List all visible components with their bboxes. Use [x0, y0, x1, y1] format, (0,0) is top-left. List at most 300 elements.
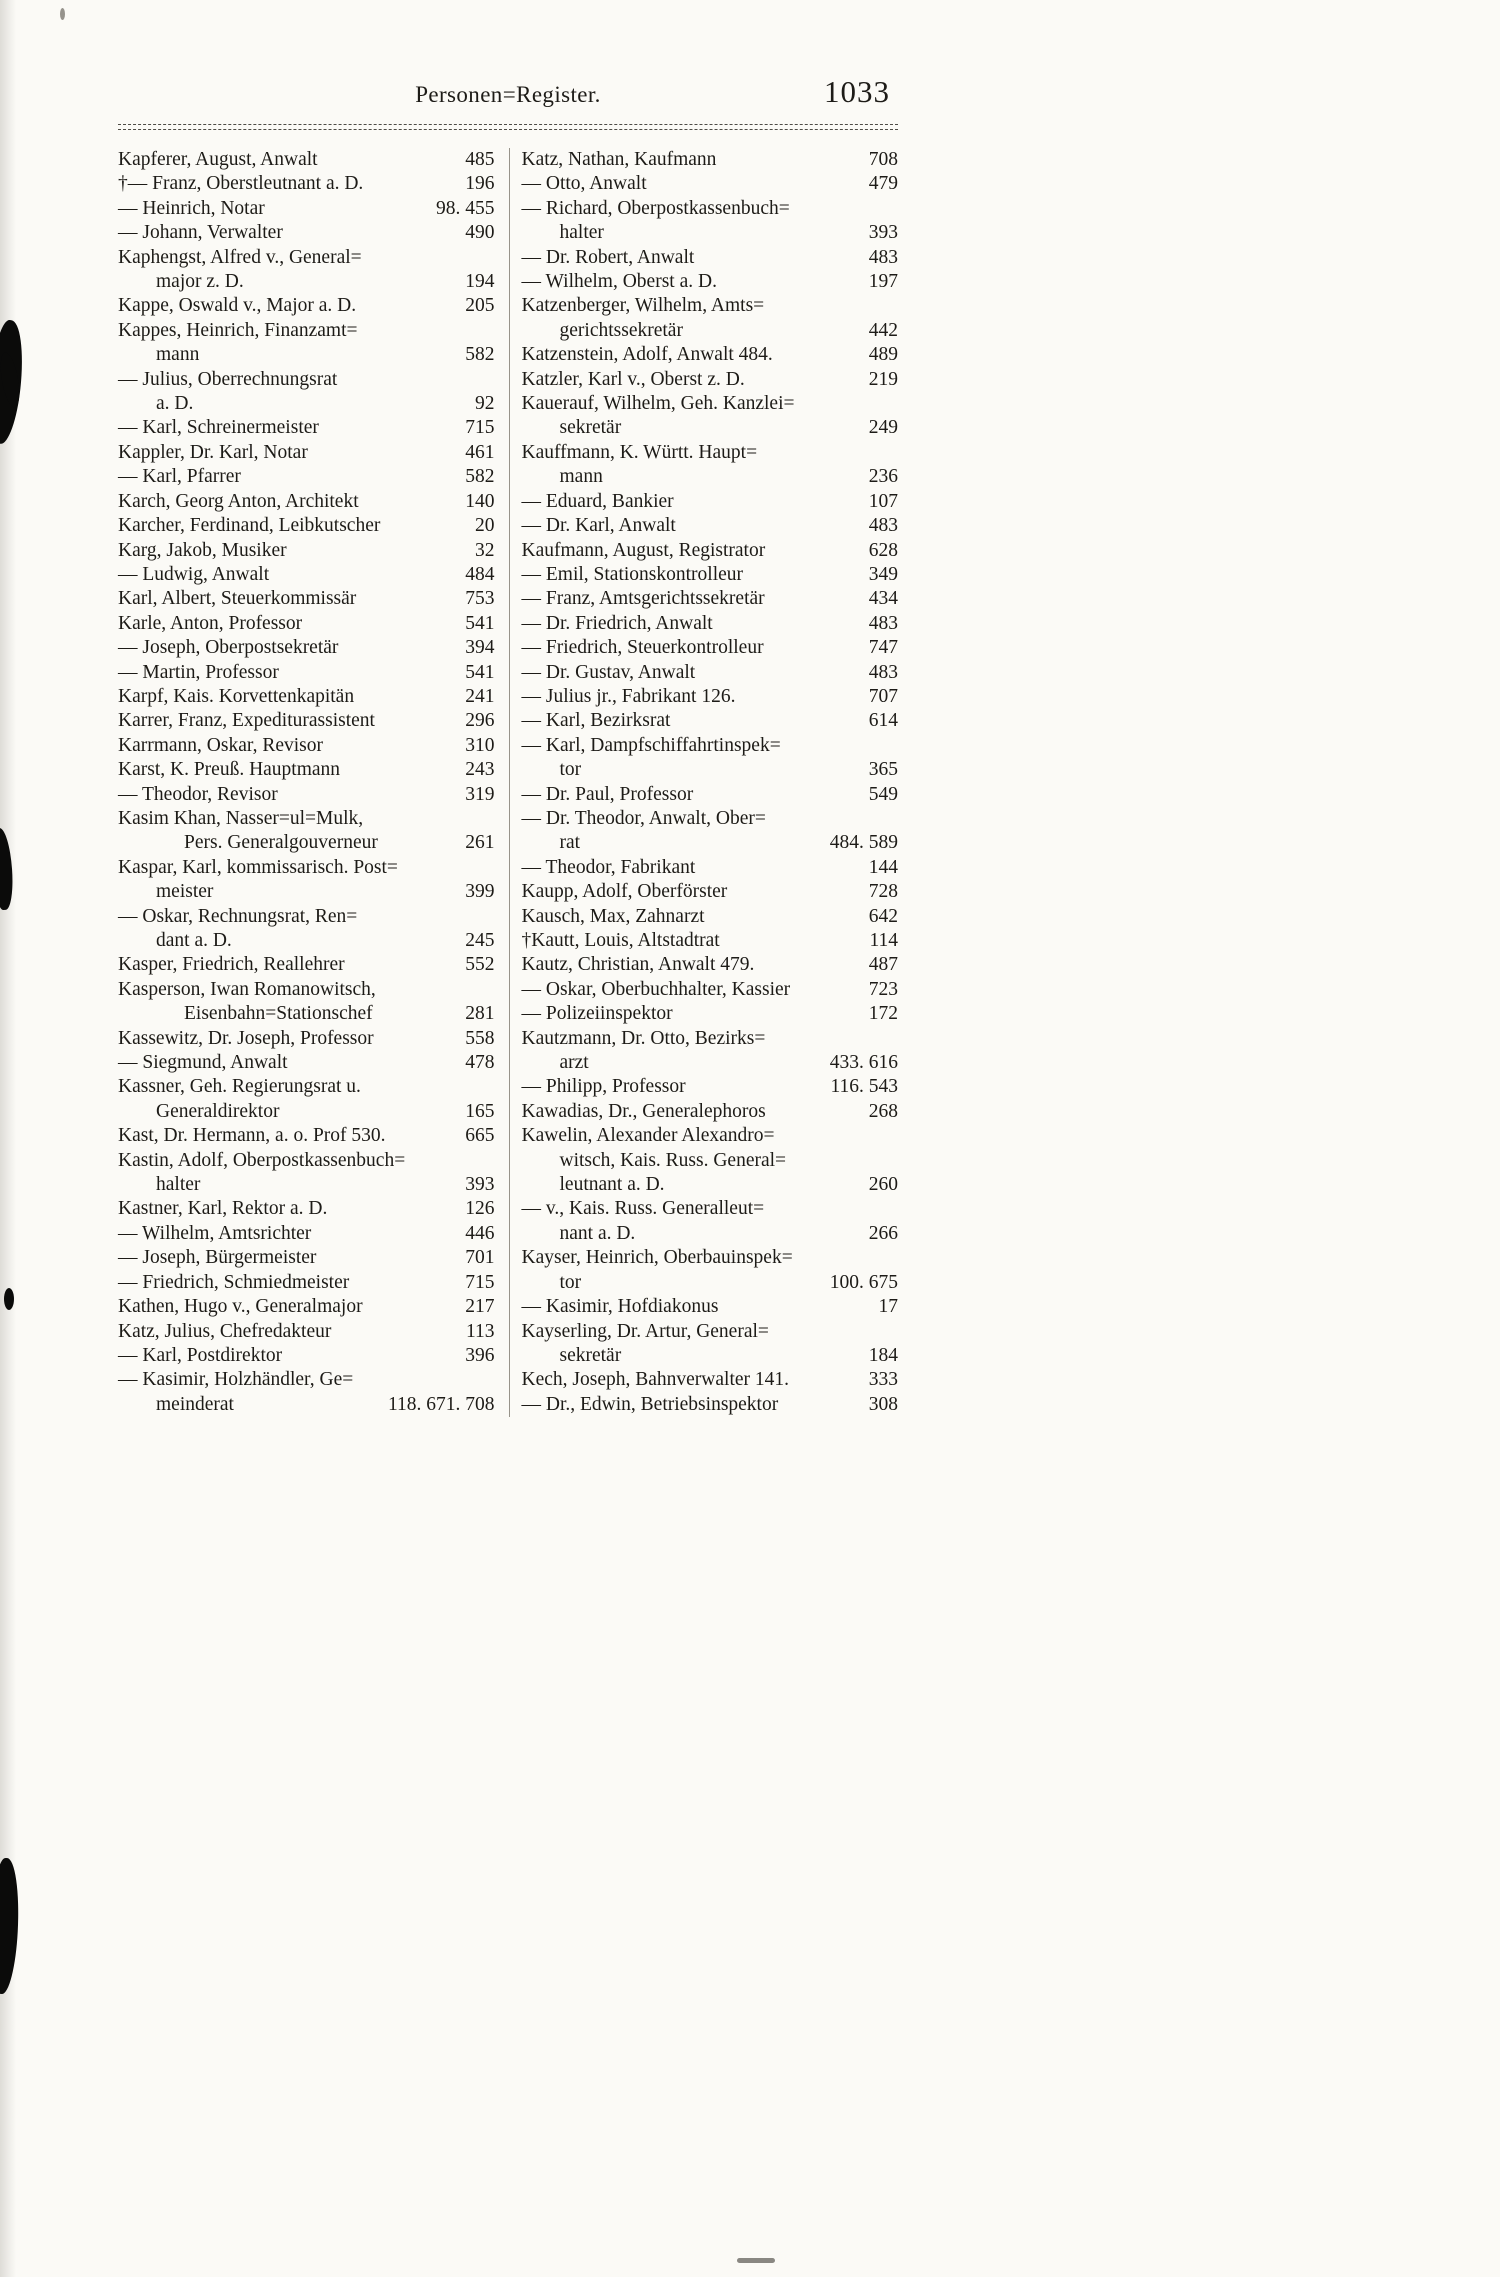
entry-page-number: 434 [868, 588, 898, 610]
index-entry [118, 221, 495, 245]
entry-page-number: 396 [465, 1344, 495, 1366]
index-entry-line [522, 783, 899, 807]
entry-text: Karrer, Franz, Expediturassistent [118, 710, 375, 732]
index-entry-line [118, 709, 495, 733]
entry-page-number: 17 [878, 1296, 898, 1318]
index-entry-line [522, 197, 899, 221]
index-entry-line [118, 465, 495, 489]
index-entry [522, 514, 899, 538]
entry-text: Kasper, Friedrich, Reallehrer [118, 954, 345, 976]
index-entry [118, 709, 495, 733]
entry-text: — Martin, Professor [118, 661, 279, 683]
index-entry-line [118, 929, 495, 953]
entry-text: Katzler, Karl v., Oberst z. D. [521, 368, 745, 390]
entry-text: †Kautt, Louis, Altstadtrat [521, 930, 720, 951]
index-entry [522, 1295, 899, 1319]
entry-text: dant a. D. [156, 930, 232, 951]
entry-page-number: 489 [868, 344, 898, 366]
entry-text: — Julius, Oberrechnungsrat [118, 368, 338, 390]
index-entry [522, 783, 899, 807]
index-entry [522, 636, 899, 660]
index-entry-line [118, 246, 495, 270]
index-entry-line [522, 392, 899, 416]
index-entry [118, 905, 495, 954]
index-entry-line [118, 953, 495, 977]
entry-page-number: 483 [868, 246, 898, 268]
entry-page-number: 241 [465, 685, 495, 707]
index-entry-line [118, 807, 495, 831]
entry-text: Katz, Julius, Chefredakteur [118, 1320, 332, 1342]
index-entry-line [118, 1051, 495, 1075]
entry-text: Kapferer, August, Anwalt [118, 149, 318, 170]
index-entry-line [522, 1368, 899, 1392]
index-entry [522, 1393, 899, 1417]
entry-text: — Theodor, Fabrikant [521, 856, 696, 878]
entry-page-number: 140 [465, 490, 495, 512]
entry-text: Karst, K. Preuß. Hauptmann [118, 759, 341, 781]
index-entry [118, 1124, 495, 1148]
index-entry [118, 1344, 495, 1368]
entry-text: Kausch, Max, Zahnarzt [521, 905, 705, 927]
index-entry-line [522, 319, 899, 343]
index-entry [522, 1124, 899, 1197]
index-entry [522, 1002, 899, 1026]
index-entry-line [118, 343, 495, 367]
entry-page-number: 715 [465, 1271, 495, 1293]
entry-page-number: 243 [465, 759, 495, 781]
index-entry-line [522, 270, 899, 294]
entry-text: gerichtssekretär [559, 319, 683, 341]
entry-page-number: 484 [465, 563, 495, 585]
index-entry-line [118, 636, 495, 660]
entry-text: — Kasimir, Hofdiakonus [521, 1296, 719, 1318]
index-entry-line [118, 1002, 495, 1026]
index-entry [522, 197, 899, 246]
entry-text: mann [156, 344, 200, 366]
index-entry-line [522, 1246, 899, 1270]
entry-text: — Theodor, Revisor [118, 783, 278, 805]
entry-text: — Eduard, Bankier [521, 490, 674, 512]
index-entry-line [118, 1246, 495, 1270]
scan-speck [60, 8, 65, 20]
entry-page-number: 701 [465, 1247, 495, 1269]
entry-page-number: 582 [465, 344, 495, 366]
entry-page-number: 747 [868, 637, 898, 659]
index-entry-line [118, 1295, 495, 1319]
entry-text: — Karl, Bezirksrat [521, 710, 671, 732]
entry-page-number: 483 [868, 612, 898, 634]
index-entry [118, 246, 495, 295]
entry-text: — Karl, Postdirektor [118, 1344, 283, 1366]
index-entry [118, 661, 495, 685]
entry-text: Eisenbahn=Stationschef [184, 1003, 373, 1025]
index-entry-line [118, 1173, 495, 1197]
index-entry-line [118, 1075, 495, 1099]
entry-text: Kappe, Oswald v., Major a. D. [118, 295, 357, 317]
right-column [522, 148, 899, 1417]
entry-text: Kastner, Karl, Rektor a. D. [118, 1198, 328, 1220]
entry-text: Katzenstein, Adolf, Anwalt 484. [521, 344, 773, 366]
index-entry-line [522, 1295, 899, 1319]
entry-text: Karch, Georg Anton, Architekt [118, 490, 359, 512]
entry-page-number: 541 [465, 612, 495, 634]
index-entry-line [522, 831, 899, 855]
ink-smudge [0, 1857, 22, 1994]
entry-page-number: 260 [868, 1174, 898, 1196]
entry-page-number: 281 [465, 1003, 495, 1025]
entry-page-number: 446 [465, 1222, 495, 1244]
index-entry [118, 783, 495, 807]
entry-page-number: 310 [465, 734, 495, 756]
entry-page-number: 483 [868, 661, 898, 683]
index-entry-line [118, 783, 495, 807]
index-entry [118, 1320, 495, 1344]
entry-page-number: 261 [465, 832, 495, 854]
entry-text: Kast, Dr. Hermann, a. o. Prof 530. [118, 1125, 386, 1147]
index-entry-line [118, 1271, 495, 1295]
index-entry-line [522, 685, 899, 709]
entry-text: Kasperson, Iwan Romanowitsch, [118, 978, 376, 1000]
index-entry-line [118, 514, 495, 538]
entry-text: Karle, Anton, Professor [118, 612, 303, 634]
entry-page-number: 552 [465, 954, 495, 976]
index-entry-line [118, 490, 495, 514]
index-entry-line [118, 563, 495, 587]
index-entry-line [522, 539, 899, 563]
index-entry [522, 1027, 899, 1076]
entry-page-number: 708 [868, 149, 898, 170]
index-entry [118, 587, 495, 611]
index-entry [522, 1320, 899, 1369]
entry-page-number: 487 [868, 954, 898, 976]
index-entry [522, 1197, 899, 1246]
index-entry [118, 368, 495, 417]
index-entry-line [522, 734, 899, 758]
header-rule [118, 124, 898, 130]
index-entry-line [118, 978, 495, 1002]
entry-page-number: 197 [868, 271, 898, 293]
entry-page-number: 349 [868, 563, 898, 585]
entry-page-number: 32 [475, 539, 495, 561]
index-entry-line [118, 319, 495, 343]
index-entry-line [522, 148, 899, 172]
index-entry-line [118, 294, 495, 318]
entry-text: — Dr., Edwin, Betriebsinspektor [521, 1393, 779, 1415]
entry-page-number: 549 [868, 783, 898, 805]
entry-page-number: 541 [465, 661, 495, 683]
index-entry [522, 856, 899, 880]
index-entry [522, 905, 899, 929]
entry-text: Kastin, Adolf, Oberpostkassenbuch= [118, 1149, 406, 1171]
entry-page-number: 665 [465, 1125, 495, 1147]
entry-page-number: 184 [868, 1344, 898, 1366]
index-entry-line [118, 1222, 495, 1246]
entry-text: a. D. [156, 393, 194, 415]
entry-page-number: 236 [868, 466, 898, 488]
entry-text: Kassewitz, Dr. Joseph, Professor [118, 1027, 374, 1049]
entry-page-number: 558 [465, 1027, 495, 1049]
entry-text: Kauffmann, K. Württ. Haupt= [521, 441, 758, 463]
index-entry [522, 172, 899, 196]
entry-text: meinderat [156, 1393, 234, 1415]
entry-text: Katzenberger, Wilhelm, Amts= [521, 295, 765, 317]
index-entry-line [522, 1393, 899, 1417]
entry-text: — Richard, Oberpostkassenbuch= [521, 197, 790, 219]
index-entry [522, 1246, 899, 1295]
index-entry-line [522, 514, 899, 538]
index-entry [522, 880, 899, 904]
index-entry-line [522, 612, 899, 636]
entry-text: — Karl, Schreinermeister [118, 417, 319, 439]
entry-page-number: 98. 455 [436, 197, 495, 219]
index-entry [118, 1197, 495, 1221]
entry-page-number: 333 [868, 1369, 898, 1391]
entry-page-number: 399 [465, 881, 495, 903]
entry-page-number: 394 [465, 637, 495, 659]
entry-text: Pers. Generalgouverneur [184, 832, 378, 854]
index-entry [118, 1027, 495, 1051]
index-entry-line [522, 1027, 899, 1051]
index-entry-line [522, 758, 899, 782]
entry-text: Kawelin, Alexander Alexandro= [521, 1125, 775, 1147]
entry-page-number: 118. 671. 708 [387, 1393, 495, 1415]
ink-smudge [4, 1288, 14, 1310]
entry-page-number: 483 [868, 515, 898, 537]
entry-text: — Dr. Robert, Anwalt [521, 246, 695, 268]
index-entry-line [522, 661, 899, 685]
index-entry [522, 1368, 899, 1392]
entry-text: — Joseph, Oberpostsekretär [118, 637, 339, 659]
entry-text: Katz, Nathan, Kaufmann [521, 149, 717, 170]
entry-text: — Karl, Dampfschiffahrtinspek= [521, 734, 781, 756]
entry-text: — Kasimir, Holzhändler, Ge= [118, 1369, 354, 1391]
index-entry-line [118, 270, 495, 294]
index-entry [118, 563, 495, 587]
entry-text: nant a. D. [559, 1222, 636, 1244]
index-entry [522, 148, 899, 172]
entry-text: meister [156, 881, 214, 903]
index-entry [118, 807, 495, 856]
index-entry-line [118, 612, 495, 636]
index-entry [522, 368, 899, 392]
entry-text: major z. D. [156, 271, 244, 293]
index-entry-line [118, 1393, 495, 1417]
entry-text: †— Franz, Oberstleutnant a. D. [118, 173, 364, 195]
index-entry-line [118, 1344, 495, 1368]
index-entry-line [118, 1149, 495, 1173]
index-entry-line [522, 1124, 899, 1148]
entry-text: — Friedrich, Schmiedmeister [118, 1271, 350, 1293]
entry-text: sekretär [559, 1344, 622, 1366]
entry-page-number: 268 [868, 1100, 898, 1122]
index-entry-line [522, 465, 899, 489]
index-entry [118, 1368, 495, 1417]
entry-page-number: 319 [465, 783, 495, 805]
index-entry [522, 563, 899, 587]
entry-text: Kauerauf, Wilhelm, Geh. Kanzlei= [521, 393, 795, 415]
index-columns [118, 148, 898, 1417]
entry-text: Generaldirektor [156, 1100, 280, 1122]
entry-page-number: 100. 675 [829, 1271, 898, 1293]
index-entry [522, 807, 899, 856]
index-entry-line [522, 880, 899, 904]
entry-page-number: 296 [465, 710, 495, 732]
entry-text: halter [559, 222, 604, 244]
index-entry-line [118, 172, 495, 196]
index-entry-line [522, 1344, 899, 1368]
index-entry [522, 539, 899, 563]
entry-text: arzt [559, 1052, 589, 1074]
entry-page-number: 205 [465, 295, 495, 317]
entry-page-number: 172 [868, 1003, 898, 1025]
entry-text: Kasim Khan, Nasser=ul=Mulk, [118, 807, 364, 829]
index-entry-line [118, 416, 495, 440]
entry-text: Kassner, Geh. Regierungsrat u. [118, 1076, 361, 1098]
entry-page-number: 245 [465, 930, 495, 951]
index-entry [118, 612, 495, 636]
index-entry [522, 343, 899, 367]
index-entry-line [522, 1271, 899, 1295]
index-entry [118, 416, 495, 440]
index-entry-line [522, 1051, 899, 1075]
entry-page-number: 628 [868, 539, 898, 561]
register-content [118, 74, 898, 1417]
index-entry [522, 490, 899, 514]
entry-page-number: 249 [868, 417, 898, 439]
page-title: Personen=Register. [415, 82, 601, 107]
index-entry-line [522, 929, 899, 953]
index-entry-line [522, 1075, 899, 1099]
entry-text: Kautz, Christian, Anwalt 479. [521, 954, 755, 976]
index-entry-line [522, 490, 899, 514]
entry-page-number: 490 [465, 222, 495, 244]
index-entry-line [118, 1197, 495, 1221]
index-entry [118, 978, 495, 1027]
entry-page-number: 461 [465, 441, 495, 463]
index-entry [118, 148, 495, 172]
entry-text: — Dr. Gustav, Anwalt [521, 661, 696, 683]
index-entry [522, 612, 899, 636]
index-entry [118, 539, 495, 563]
index-entry-line [522, 953, 899, 977]
entry-text: — Ludwig, Anwalt [118, 563, 270, 585]
entry-page-number: 308 [868, 1393, 898, 1415]
index-entry [522, 661, 899, 685]
entry-text: — Dr. Karl, Anwalt [521, 515, 676, 537]
index-entry-line [522, 978, 899, 1002]
entry-text: Kappler, Dr. Karl, Notar [118, 441, 308, 463]
index-entry-line [522, 1320, 899, 1344]
index-entry-line [118, 1320, 495, 1344]
index-entry [118, 197, 495, 221]
index-entry [118, 490, 495, 514]
entry-text: Kayser, Heinrich, Oberbauinspek= [521, 1247, 793, 1269]
index-entry-line [522, 246, 899, 270]
index-entry [522, 441, 899, 490]
index-entry-line [522, 1149, 899, 1173]
index-entry [118, 685, 495, 709]
index-entry [522, 978, 899, 1002]
index-entry-line [118, 1027, 495, 1051]
index-entry [118, 294, 495, 318]
index-entry [118, 953, 495, 977]
entry-text: Kaphengst, Alfred v., General= [118, 246, 362, 268]
index-entry-line [522, 343, 899, 367]
index-entry [522, 294, 899, 343]
entry-text: — Julius jr., Fabrikant 126. [521, 685, 736, 707]
index-entry-line [522, 441, 899, 465]
index-entry [522, 1100, 899, 1124]
index-entry [522, 270, 899, 294]
index-entry-line [118, 441, 495, 465]
index-entry [118, 758, 495, 782]
index-entry-line [118, 734, 495, 758]
entry-text: halter [156, 1174, 201, 1196]
entry-text: Karcher, Ferdinand, Leibkutscher [118, 515, 381, 537]
index-entry [118, 734, 495, 758]
entry-page-number: 442 [868, 319, 898, 341]
entry-page-number: 219 [868, 368, 898, 390]
entry-text: mann [559, 466, 603, 488]
index-entry [118, 856, 495, 905]
entry-text: Kappes, Heinrich, Finanzamt= [118, 319, 358, 341]
index-entry [522, 1075, 899, 1099]
index-entry [522, 685, 899, 709]
entry-text: — Joseph, Bürgermeister [118, 1247, 317, 1269]
index-entry [522, 392, 899, 441]
index-entry [118, 319, 495, 368]
entry-text: — Polizeiinspektor [521, 1003, 673, 1025]
index-entry-line [522, 1100, 899, 1124]
index-entry [118, 514, 495, 538]
page-number: 1033 [824, 74, 890, 109]
index-entry-line [118, 1368, 495, 1392]
index-entry [118, 1295, 495, 1319]
index-entry [522, 246, 899, 270]
entry-page-number: 114 [869, 930, 898, 951]
page-header [118, 74, 898, 120]
index-entry-line [118, 758, 495, 782]
entry-text: — Oskar, Oberbuchhalter, Kassier [521, 978, 791, 1000]
scan-artifact-bottom [737, 2258, 775, 2263]
index-entry-line [118, 368, 495, 392]
entry-page-number: 723 [868, 978, 898, 1000]
entry-text: — Karl, Pfarrer [118, 466, 241, 488]
entry-text: — Otto, Anwalt [521, 173, 647, 195]
index-entry-line [118, 392, 495, 416]
entry-page-number: 478 [465, 1052, 495, 1074]
index-entry-line [118, 197, 495, 221]
entry-page-number: 753 [465, 588, 495, 610]
index-entry-line [118, 148, 495, 172]
index-entry-line [522, 1002, 899, 1026]
entry-page-number: 144 [868, 856, 898, 878]
entry-page-number: 393 [868, 222, 898, 244]
index-entry [118, 172, 495, 196]
entry-page-number: 165 [465, 1100, 495, 1122]
entry-page-number: 479 [868, 173, 898, 195]
entry-page-number: 484. 589 [829, 832, 898, 854]
index-entry-line [522, 368, 899, 392]
index-entry-line [118, 856, 495, 880]
index-entry-line [118, 221, 495, 245]
entry-page-number: 217 [465, 1296, 495, 1318]
entry-text: Karpf, Kais. Korvettenkapitän [118, 685, 355, 707]
entry-text: — Dr. Theodor, Anwalt, Ober= [521, 807, 766, 829]
entry-text: tor [559, 1271, 582, 1293]
index-entry-line [522, 563, 899, 587]
index-entry [522, 734, 899, 783]
